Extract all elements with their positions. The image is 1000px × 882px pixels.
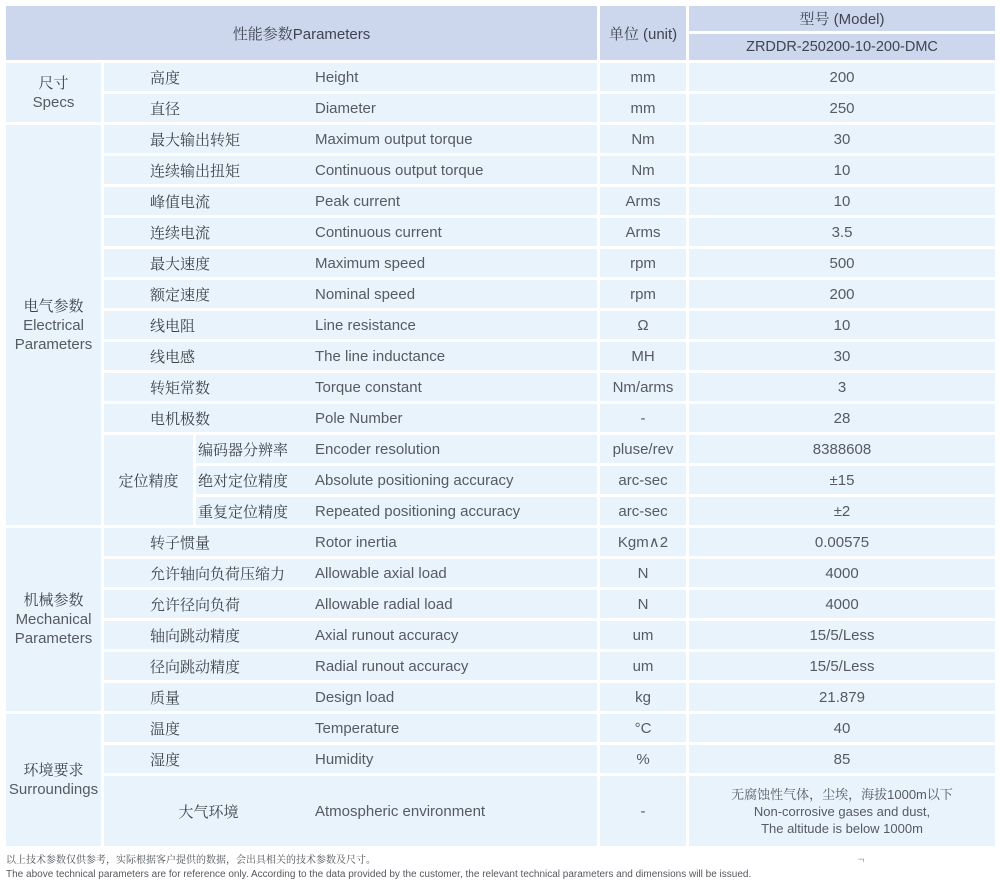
table-row <box>104 156 995 184</box>
param-en: Torque constant <box>313 373 597 401</box>
footer-note-en: The above technical parameters are for reference only. According to the data provided by the customer, the relevant technical parameters and dimensions will be issued. <box>6 869 752 880</box>
table-row <box>104 249 995 277</box>
unit-cell: Nm <box>600 156 686 184</box>
footer-notes <box>6 851 751 880</box>
param-cn: 重复定位精度 <box>196 497 313 525</box>
group-rows <box>104 125 995 525</box>
param-cn: 转矩常数 <box>104 373 313 401</box>
unit-cell: arc-sec <box>600 466 686 494</box>
subgroup-label: 定位精度 <box>104 435 193 525</box>
param-cn: 最大输出转矩 <box>104 125 313 153</box>
table-row <box>104 94 995 122</box>
group-rows <box>104 528 995 711</box>
param-cn: 编码器分辨率 <box>196 435 313 463</box>
param-cn: 电机极数 <box>104 404 313 432</box>
table-row <box>104 187 995 215</box>
header-unit: 单位 (unit) <box>600 6 686 60</box>
unit-cell: - <box>600 404 686 432</box>
group-label-mechanical <box>6 528 101 711</box>
param-cn: 轴向跳动精度 <box>104 621 313 649</box>
group-rows <box>104 63 995 122</box>
table-row <box>104 745 995 773</box>
param-en: Continuous output torque <box>313 156 597 184</box>
value-cell: 10 <box>689 187 995 215</box>
group-label-electrical <box>6 125 101 525</box>
value-cell: 21.879 <box>689 683 995 711</box>
unit-cell: rpm <box>600 280 686 308</box>
unit-cell: arc-sec <box>600 497 686 525</box>
param-en: Line resistance <box>313 311 597 339</box>
value-cell: 4000 <box>689 559 995 587</box>
param-cn: 峰值电流 <box>104 187 313 215</box>
group-label-surroundings <box>6 714 101 846</box>
spec-table <box>6 6 995 846</box>
value-cell: 40 <box>689 714 995 742</box>
param-en: Allowable axial load <box>313 559 597 587</box>
param-cn: 转子惯量 <box>104 528 313 556</box>
value-cell: 200 <box>689 280 995 308</box>
value-cell: 10 <box>689 311 995 339</box>
value-cell: 10 <box>689 156 995 184</box>
param-cn: 连续输出扭矩 <box>104 156 313 184</box>
param-en: Repeated positioning accuracy <box>313 497 597 525</box>
unit-cell: N <box>600 590 686 618</box>
param-en: Atmospheric environment <box>313 776 597 846</box>
param-en: Height <box>313 63 597 91</box>
group-label-cn: 环境要求 <box>23 762 84 779</box>
param-en: Allowable radial load <box>313 590 597 618</box>
table-row <box>196 497 995 525</box>
unit-cell: Kgm∧2 <box>600 528 686 556</box>
table-row <box>104 280 995 308</box>
unit-cell: Arms <box>600 187 686 215</box>
unit-cell: Arms <box>600 218 686 246</box>
group-label-en: Electrical Parameters <box>14 316 93 353</box>
unit-cell: % <box>600 745 686 773</box>
header-model-label: 型号 (Model) <box>689 6 995 31</box>
table-row <box>104 63 995 91</box>
group-rows <box>104 714 995 846</box>
param-cn: 湿度 <box>104 745 313 773</box>
param-en: Radial runout accuracy <box>313 652 597 680</box>
param-cn: 线电阻 <box>104 311 313 339</box>
subgroup-rows <box>196 435 995 525</box>
group-label-cn: 电气参数 <box>23 297 84 315</box>
param-cn: 径向跳动精度 <box>104 652 313 680</box>
param-en: Continuous current <box>313 218 597 246</box>
unit-cell: pluse/rev <box>600 435 686 463</box>
param-cn: 高度 <box>104 63 313 91</box>
table-row <box>104 528 995 556</box>
table-row-atmospheric <box>104 776 995 846</box>
param-cn: 额定速度 <box>104 280 313 308</box>
unit-cell: um <box>600 652 686 680</box>
value-cell: ±15 <box>689 466 995 494</box>
table-row <box>104 559 995 587</box>
group-surroundings <box>6 714 995 846</box>
group-mechanical <box>6 528 995 711</box>
value-cell: 3.5 <box>689 218 995 246</box>
param-en: Humidity <box>313 745 597 773</box>
group-label-en: Specs <box>32 93 75 111</box>
value-cell <box>689 776 995 846</box>
param-cn: 允许径向负荷 <box>104 590 313 618</box>
value-cell: 15/5/Less <box>689 621 995 649</box>
group-electrical <box>6 125 995 525</box>
table-row <box>104 342 995 370</box>
value-cell: 0.00575 <box>689 528 995 556</box>
group-label-cn: 尺寸 <box>38 74 69 92</box>
value-cell: 250 <box>689 94 995 122</box>
param-cn: 大气环境 <box>104 776 313 846</box>
unit-cell: °C <box>600 714 686 742</box>
group-label-cn: 机械参数 <box>23 592 84 609</box>
table-row <box>104 590 995 618</box>
value-cell: 500 <box>689 249 995 277</box>
table-row <box>104 404 995 432</box>
header-model-column <box>689 6 995 60</box>
table-row <box>104 311 995 339</box>
param-en: Pole Number <box>313 404 597 432</box>
value-cell: ±2 <box>689 497 995 525</box>
param-cn: 连续电流 <box>104 218 313 246</box>
table-row <box>104 683 995 711</box>
table-row <box>104 125 995 153</box>
unit-cell: um <box>600 621 686 649</box>
param-cn: 质量 <box>104 683 313 711</box>
group-label-en: Mechanical Parameters <box>14 611 93 647</box>
table-row <box>104 714 995 742</box>
unit-cell: MH <box>600 342 686 370</box>
param-cn: 绝对定位精度 <box>196 466 313 494</box>
value-cell: 4000 <box>689 590 995 618</box>
param-en: Rotor inertia <box>313 528 597 556</box>
value-line: The altitude is below 1000m <box>761 820 923 836</box>
group-label-specs <box>6 63 101 122</box>
value-line: 无腐蚀性气体，尘埃，海拔1000m以下 <box>731 786 953 802</box>
param-en: Temperature <box>313 714 597 742</box>
footer-note-cn: 以上技术参数仅供参考，实际根据客户提供的数据，会出具相关的技术参数及尺寸。 <box>6 855 376 866</box>
unit-cell: - <box>600 776 686 846</box>
param-cn: 最大速度 <box>104 249 313 277</box>
table-row <box>196 435 995 463</box>
value-cell: 85 <box>689 745 995 773</box>
param-en: Diameter <box>313 94 597 122</box>
value-cell: 30 <box>689 342 995 370</box>
table-row <box>104 373 995 401</box>
unit-cell: rpm <box>600 249 686 277</box>
unit-cell: mm <box>600 94 686 122</box>
value-cell: 28 <box>689 404 995 432</box>
param-cn: 直径 <box>104 94 313 122</box>
header-model-value: ZRDDR-250200-10-200-DMC <box>689 34 995 60</box>
param-en: Absolute positioning accuracy <box>313 466 597 494</box>
param-cn: 允许轴向负荷压缩力 <box>104 559 313 587</box>
unit-cell: N <box>600 559 686 587</box>
unit-cell: Nm/arms <box>600 373 686 401</box>
table-row <box>104 652 995 680</box>
value-line: Non-corrosive gases and dust, <box>753 803 931 819</box>
param-en: Nominal speed <box>313 280 597 308</box>
unit-cell: mm <box>600 63 686 91</box>
table-row <box>104 621 995 649</box>
param-en: Encoder resolution <box>313 435 597 463</box>
param-cn: 线电感 <box>104 342 313 370</box>
corner-mark: ¬ <box>858 854 865 866</box>
param-en: Maximum output torque <box>313 125 597 153</box>
value-cell: 15/5/Less <box>689 652 995 680</box>
group-label-en: Surroundings <box>8 781 99 798</box>
param-en: Peak current <box>313 187 597 215</box>
value-cell: 8388608 <box>689 435 995 463</box>
unit-cell: kg <box>600 683 686 711</box>
param-en: Design load <box>313 683 597 711</box>
param-en: Maximum speed <box>313 249 597 277</box>
group-specs <box>6 63 995 122</box>
subgroup-positioning-accuracy <box>104 435 995 525</box>
param-en: The line inductance <box>313 342 597 370</box>
value-cell: 200 <box>689 63 995 91</box>
param-cn: 温度 <box>104 714 313 742</box>
value-cell: 30 <box>689 125 995 153</box>
table-row <box>104 218 995 246</box>
unit-cell: Nm <box>600 125 686 153</box>
param-en: Axial runout accuracy <box>313 621 597 649</box>
unit-cell: Ω <box>600 311 686 339</box>
value-cell: 3 <box>689 373 995 401</box>
header-parameters: 性能参数Parameters <box>6 6 597 60</box>
table-row <box>196 466 995 494</box>
table-header <box>6 6 995 60</box>
